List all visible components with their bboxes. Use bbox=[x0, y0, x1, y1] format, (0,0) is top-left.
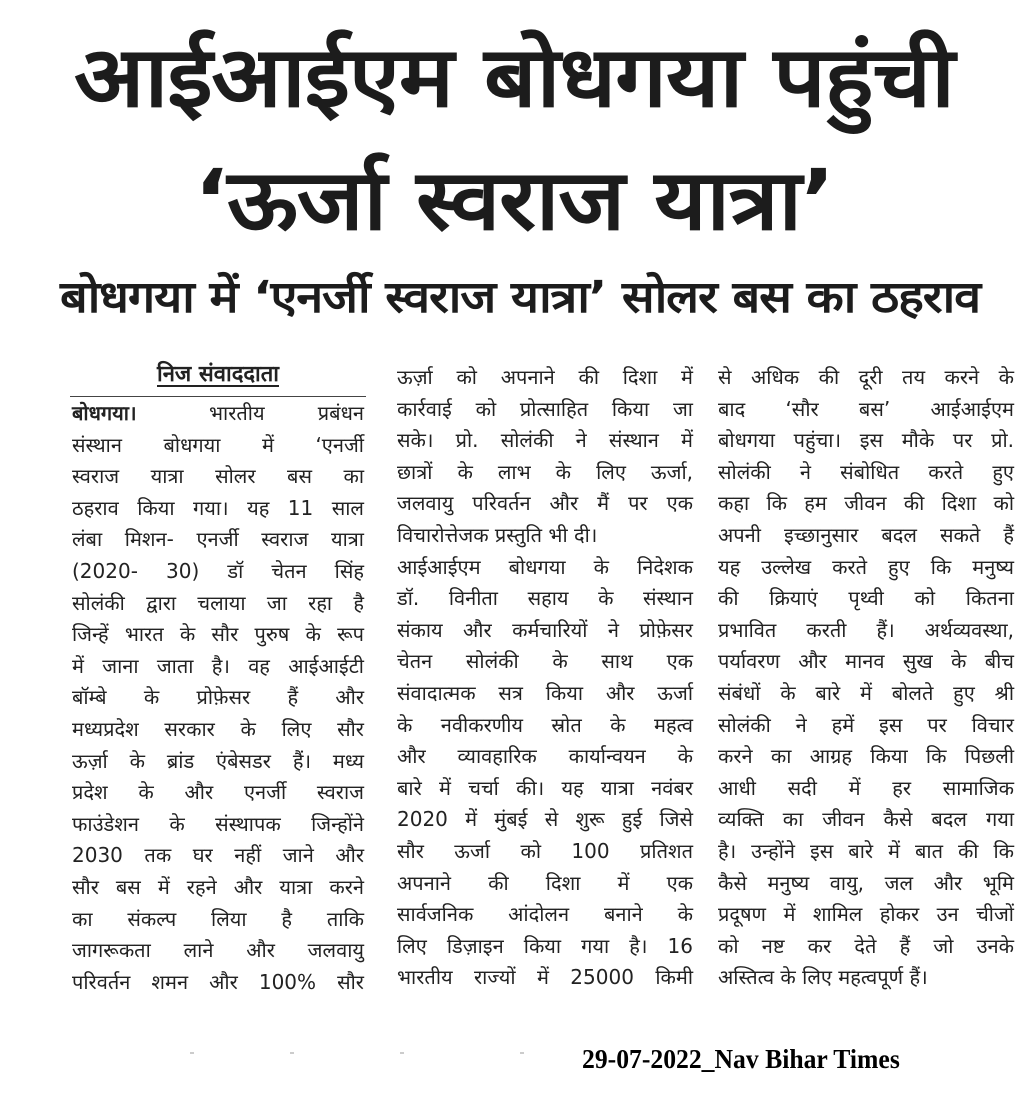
column-line: ठहराव किया गया। यह 11 साल bbox=[72, 495, 364, 520]
column-line: सोलंकी ने संबोधित करते हुए bbox=[718, 459, 1014, 484]
column-line: लिए डिज़ाइन किया गया है। 16 bbox=[397, 933, 693, 958]
byline-block bbox=[70, 358, 366, 397]
column-line: सोलंकी ने हमें इस पर विचार bbox=[718, 712, 1014, 737]
subheadline: बोधगया में ‘एनर्जी स्वराज यात्रा’ सोलर बस का ठहराव bbox=[59, 272, 980, 323]
column-line: व्यक्ति का जीवन कैसे बदल गया bbox=[718, 807, 1014, 832]
headline-line-2: ‘ऊर्जा स्वराज यात्रा’ bbox=[193, 151, 834, 249]
column-line: की क्रियाएं पृथ्वी को कितना bbox=[718, 586, 1014, 611]
column-line: डॉ. विनीता सहाय के संस्थान bbox=[397, 586, 693, 611]
column-line: संवादात्मक सत्र किया और ऊर्जा bbox=[397, 680, 693, 705]
column-line: बोधगया पहुंचा। इस मौके पर प्रो. bbox=[718, 428, 1014, 453]
column-line: सार्वजनिक आंदोलन बनाने के bbox=[397, 902, 693, 927]
column-line: से अधिक की दूरी तय करने के bbox=[718, 365, 1014, 389]
column-line: प्रभावित करती हैं। अर्थव्यवस्था, bbox=[718, 617, 1014, 642]
column-line: बारे में चर्चा की। यह यात्रा नवंबर bbox=[397, 775, 693, 800]
column-line: सोलंकी द्वारा चलाया जा रहा है bbox=[72, 590, 364, 615]
column-line: (2020- 30) डॉ चेतन सिंह bbox=[72, 558, 364, 583]
column-line: सौर ऊर्जा को 100 प्रतिशत bbox=[397, 838, 693, 863]
source-caption: 29-07-2022_Nav Bihar Times bbox=[582, 1044, 900, 1074]
column-line: को नष्ट कर देते हैं जो उनके bbox=[718, 933, 1014, 958]
column-line: परिवर्तन शमन और 100% सौर bbox=[72, 969, 364, 994]
column-line: का संकल्प लिया है ताकि bbox=[72, 906, 364, 931]
column-line: बाद ‘सौर बस’ आईआईएम bbox=[718, 396, 1014, 421]
column-line: संबंधों के बारे में बोलते हुए श्री bbox=[718, 680, 1014, 705]
column-line: है। उन्होंने इस बारे में बात की कि bbox=[718, 838, 1014, 863]
column-line: ऊर्ज़ा के ब्रांड एंबेसडर हैं। मध्य bbox=[72, 748, 364, 773]
column-line: जिन्हें भारत के सौर पुरुष के रूप bbox=[72, 622, 364, 647]
column-line: स्वराज यात्रा सोलर बस का bbox=[72, 464, 364, 489]
column-line: प्रदेश के और एनर्जी स्वराज bbox=[72, 780, 364, 805]
column-line: सके। प्रो. सोलंकी ने संस्थान में bbox=[397, 428, 693, 453]
column-line-text: भारतीय प्रबंधन bbox=[208, 401, 364, 425]
headline-line-1: आईआईएम बोधगया पहुंची bbox=[73, 28, 954, 126]
column-line: ऊर्ज़ा को अपनाने की दिशा में bbox=[397, 365, 693, 389]
dateline: बोधगया। bbox=[72, 401, 137, 425]
column-line: फाउंडेशन के संस्थापक जिन्होंने bbox=[72, 811, 364, 836]
column-line: में जाना जाता है। वह आईआईटी bbox=[72, 653, 364, 678]
column-line: और व्यावहारिक कार्यान्वयन के bbox=[397, 744, 693, 769]
column-line: बॉम्बे के प्रोफ़ेसर हैं और bbox=[72, 685, 364, 710]
column-line: विचारोत्तेजक प्रस्तुति भी दी। bbox=[397, 522, 598, 547]
column-line bbox=[72, 398, 364, 430]
column-line: 2020 में मुंबई से शुरू हुई जिसे bbox=[397, 807, 693, 832]
byline: निज संवाददाता bbox=[157, 362, 279, 387]
column-line: करने का आग्रह किया कि पिछली bbox=[718, 744, 1014, 769]
column-line: आईआईएम बोधगया के निदेशक bbox=[397, 554, 693, 579]
column-line: संकाय और कर्मचारियों ने प्रोफ़ेसर bbox=[397, 617, 693, 642]
column-line: संस्थान बोधगया में ‘एनर्जी bbox=[72, 432, 364, 457]
column-line: भारतीय राज्यों में 25000 किमी bbox=[397, 965, 693, 990]
column-line: छात्रों के लाभ के लिए ऊर्जा, bbox=[397, 459, 693, 484]
article-column-1 bbox=[72, 398, 364, 998]
column-line: चेतन सोलंकी के साथ एक bbox=[397, 649, 693, 674]
column-line: के नवीकरणीय स्रोत के महत्व bbox=[397, 712, 693, 737]
column-line: मध्यप्रदेश सरकार के लिए सौर bbox=[72, 716, 364, 741]
column-line: प्रदूषण में शामिल होकर उन चीजों bbox=[718, 902, 1014, 927]
column-line: अपनी इच्छानुसार बदल सकते हैं bbox=[718, 522, 1014, 547]
column-line: यह उल्लेख करते हुए कि मनुष्य bbox=[718, 554, 1014, 579]
article-column-3 bbox=[718, 362, 1014, 994]
column-line: जलवायु परिवर्तन और मैं पर एक bbox=[397, 491, 693, 516]
column-line: पर्यावरण और मानव सुख के बीच bbox=[718, 649, 1014, 674]
column-line: अस्तित्व के लिए महत्वपूर्ण हैं। bbox=[718, 965, 928, 990]
column-line: जागरूकता लाने और जलवायु bbox=[72, 938, 364, 963]
column-line: कार्रवाई को प्रोत्साहित किया जा bbox=[397, 396, 693, 421]
column-line: कैसे मनुष्य वायु, जल और भूमि bbox=[718, 870, 1014, 895]
column-line: आधी सदी में हर सामाजिक bbox=[718, 775, 1014, 800]
column-line: 2030 तक घर नहीं जाने और bbox=[72, 843, 364, 868]
article-column-2 bbox=[397, 362, 693, 994]
column-line: लंबा मिशन- एनर्जी स्वराज यात्रा bbox=[72, 527, 364, 552]
column-line: अपनाने की दिशा में एक bbox=[397, 870, 693, 895]
column-line: सौर बस में रहने और यात्रा करने bbox=[72, 874, 364, 899]
column-line: कहा कि हम जीवन की दिशा को bbox=[718, 491, 1014, 516]
